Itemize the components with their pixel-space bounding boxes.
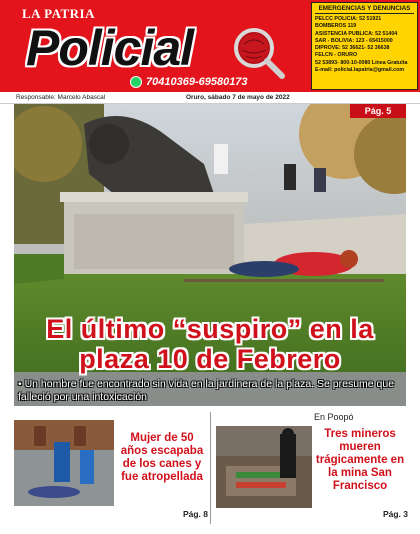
whatsapp-icon bbox=[130, 76, 142, 88]
emergency-line: ASISTENCIA PUBLICA: 52 51404 bbox=[315, 30, 398, 37]
story-left-photo bbox=[14, 420, 114, 506]
emergency-line: BOMBEROS 119 bbox=[315, 23, 357, 30]
main-story-page-ref: Pág. 5 bbox=[350, 104, 406, 118]
bottom-band bbox=[0, 526, 420, 534]
info-bar bbox=[0, 92, 420, 104]
phone-numbers: 70410369-69580173 bbox=[146, 76, 248, 88]
responsable-credit: Responsable: Marcelo Abascal bbox=[16, 94, 106, 101]
story-right-page-ref: Pág. 3 bbox=[382, 509, 408, 519]
masthead bbox=[0, 0, 420, 92]
story-right-title: Tres mineros mueren trágicamente en la mina San Francisco bbox=[315, 428, 405, 492]
story-left-page-ref: Pág. 8 bbox=[182, 509, 208, 519]
masthead-logo: Policial bbox=[26, 20, 194, 76]
story-right-kicker: En Poopó bbox=[314, 412, 354, 422]
emergency-line: PELCC POLICÍA: 52 51921 bbox=[315, 16, 382, 22]
issue-date: Oruro, sábado 7 de mayo de 2022 bbox=[186, 94, 290, 101]
emergency-line: 52 53893- 800-10-0080 Línea Gratuita bbox=[315, 59, 408, 66]
emergency-box bbox=[311, 2, 418, 90]
emergency-line: DIPROVE: 52 36621- 52 36638 bbox=[315, 45, 390, 52]
masthead-kicker: LA PATRIA bbox=[22, 6, 95, 21]
magnifier-icon bbox=[232, 26, 286, 80]
emergency-line: FELCN - ORURO bbox=[315, 52, 358, 59]
emergency-title: EMERGENCIAS Y DENUNCIAS bbox=[315, 5, 414, 14]
main-headline: El último “suspiro” en la plaza 10 de Febrero bbox=[46, 314, 374, 374]
emergency-line: SAR - BOLIVIA: 123 - 65415000 bbox=[315, 37, 393, 44]
story-right-photo bbox=[216, 426, 312, 508]
story-left-title: Mujer de 50 años escapaba de los canes y fue atropellada bbox=[120, 432, 204, 483]
column-divider bbox=[210, 412, 211, 524]
phone-line bbox=[130, 74, 280, 90]
story-right-illustration bbox=[216, 426, 312, 508]
story-left-illustration bbox=[14, 420, 114, 506]
emergency-line: E-mail: policial.lapatria@gmail.com bbox=[315, 67, 405, 74]
main-subhead: • Un hombre fue encontrado sin vida en la jardinera de la plaza. Se presume que falleció por una intoxicación bbox=[18, 378, 395, 403]
